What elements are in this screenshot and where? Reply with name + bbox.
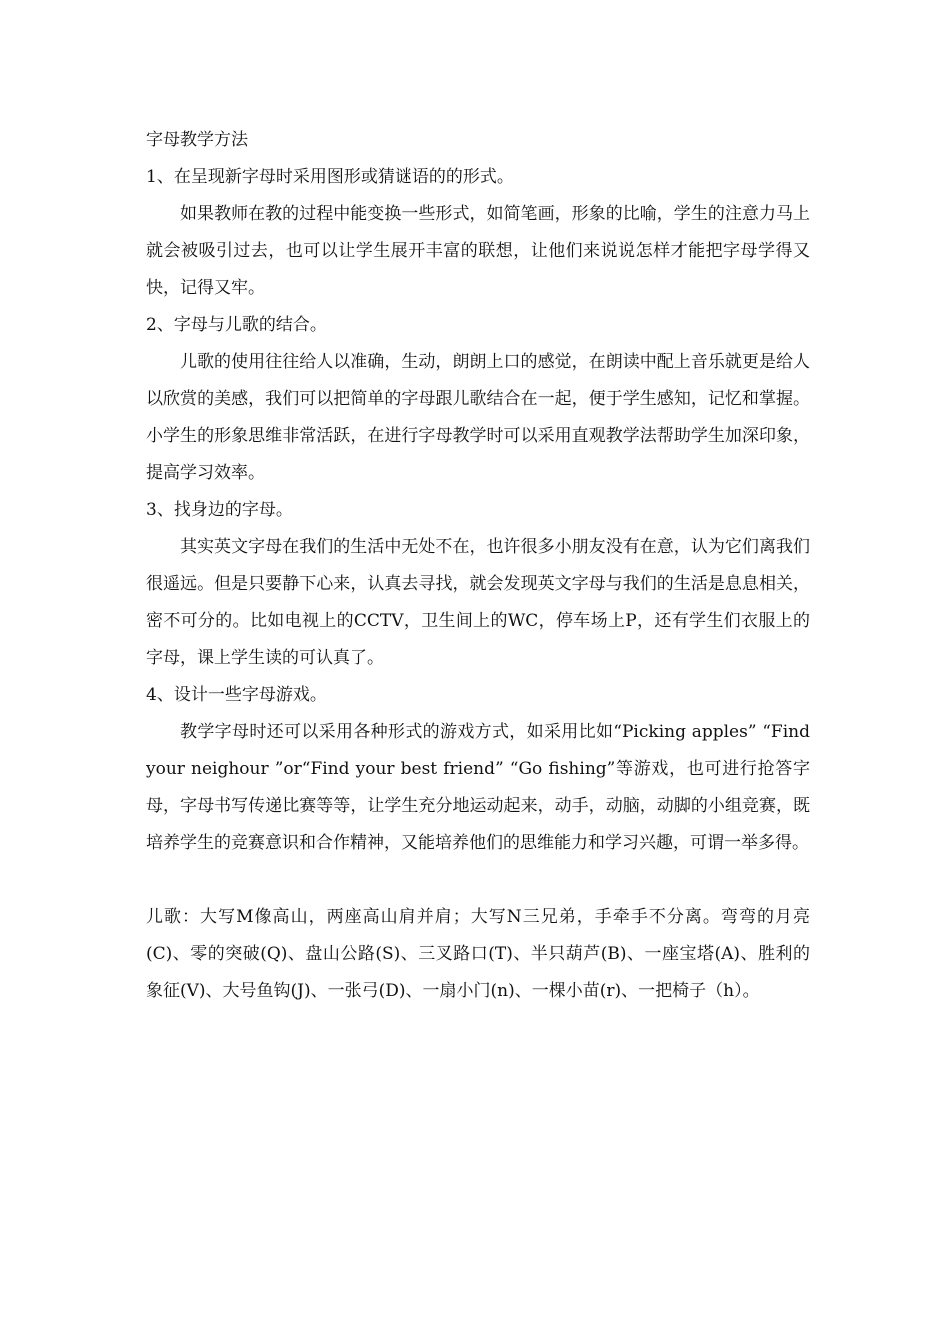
section-heading-3: 3、找身边的字母。: [146, 500, 293, 520]
section-heading-2: 2、字母与儿歌的结合。: [146, 315, 327, 335]
section-heading-4: 4、设计一些字母游戏。: [146, 685, 327, 705]
paragraph-spacer: [146, 862, 810, 899]
section-body-4: 教学字母时还可以采用各种形式的游戏方式，如采用比如“Picking apples” “Find your neighour ”or“Find your best friend” “Go fishing”等游戏，也可进行抢答字母，字母书写传递比赛等等，让学生充分地运动起来，动手，动脑，动脚的小组竞赛，既培养学生的竞赛意识和合作精神，又能培养他们的思维能力和学习兴趣，可谓一举多得。: [146, 722, 810, 853]
section-body-2: 儿歌的使用往往给人以准确，生动，朗朗上口的感觉，在朗读中配上音乐就更是给人以欣赏的美感，我们可以把简单的字母跟儿歌结合在一起，便于学生感知，记忆和掌握。小学生的形象思维非常活跃，在进行字母教学时可以采用直观教学法帮助学生加深印象，提高学习效率。: [146, 352, 810, 483]
document-body: [146, 122, 810, 1010]
section-heading-1: 1、在呈现新字母时采用图形或猜谜语的的形式。: [146, 167, 514, 187]
section-body-1: 如果教师在教的过程中能变换一些形式，如简笔画，形象的比喻，学生的注意力马上就会被吸引过去，也可以让学生展开丰富的联想，让他们来说说怎样才能把字母学得又快，记得又牢。: [146, 204, 810, 298]
rhyme-paragraph: 儿歌：大写M像高山，两座高山肩并肩；大写N三兄弟，手牵手不分离。弯弯的月亮(C)、零的突破(Q)、盘山公路(S)、三叉路口(T)、半只葫芦(B)、一座宝塔(A)、胜利的象征(V)、大号鱼钩(J)、一张弓(D)、一扇小门(n)、一棵小苗(r)、一把椅子（h）。: [146, 907, 810, 1001]
document-title: 字母教学方法: [146, 130, 248, 150]
section-body-3: 其实英文字母在我们的生活中无处不在，也许很多小朋友没有在意，认为它们离我们很遥远。但是只要静下心来，认真去寻找，就会发现英文字母与我们的生活是息息相关，密不可分的。比如电视上的CCTV，卫生间上的WC，停车场上P，还有学生们衣服上的字母，课上学生读的可认真了。: [146, 537, 810, 668]
